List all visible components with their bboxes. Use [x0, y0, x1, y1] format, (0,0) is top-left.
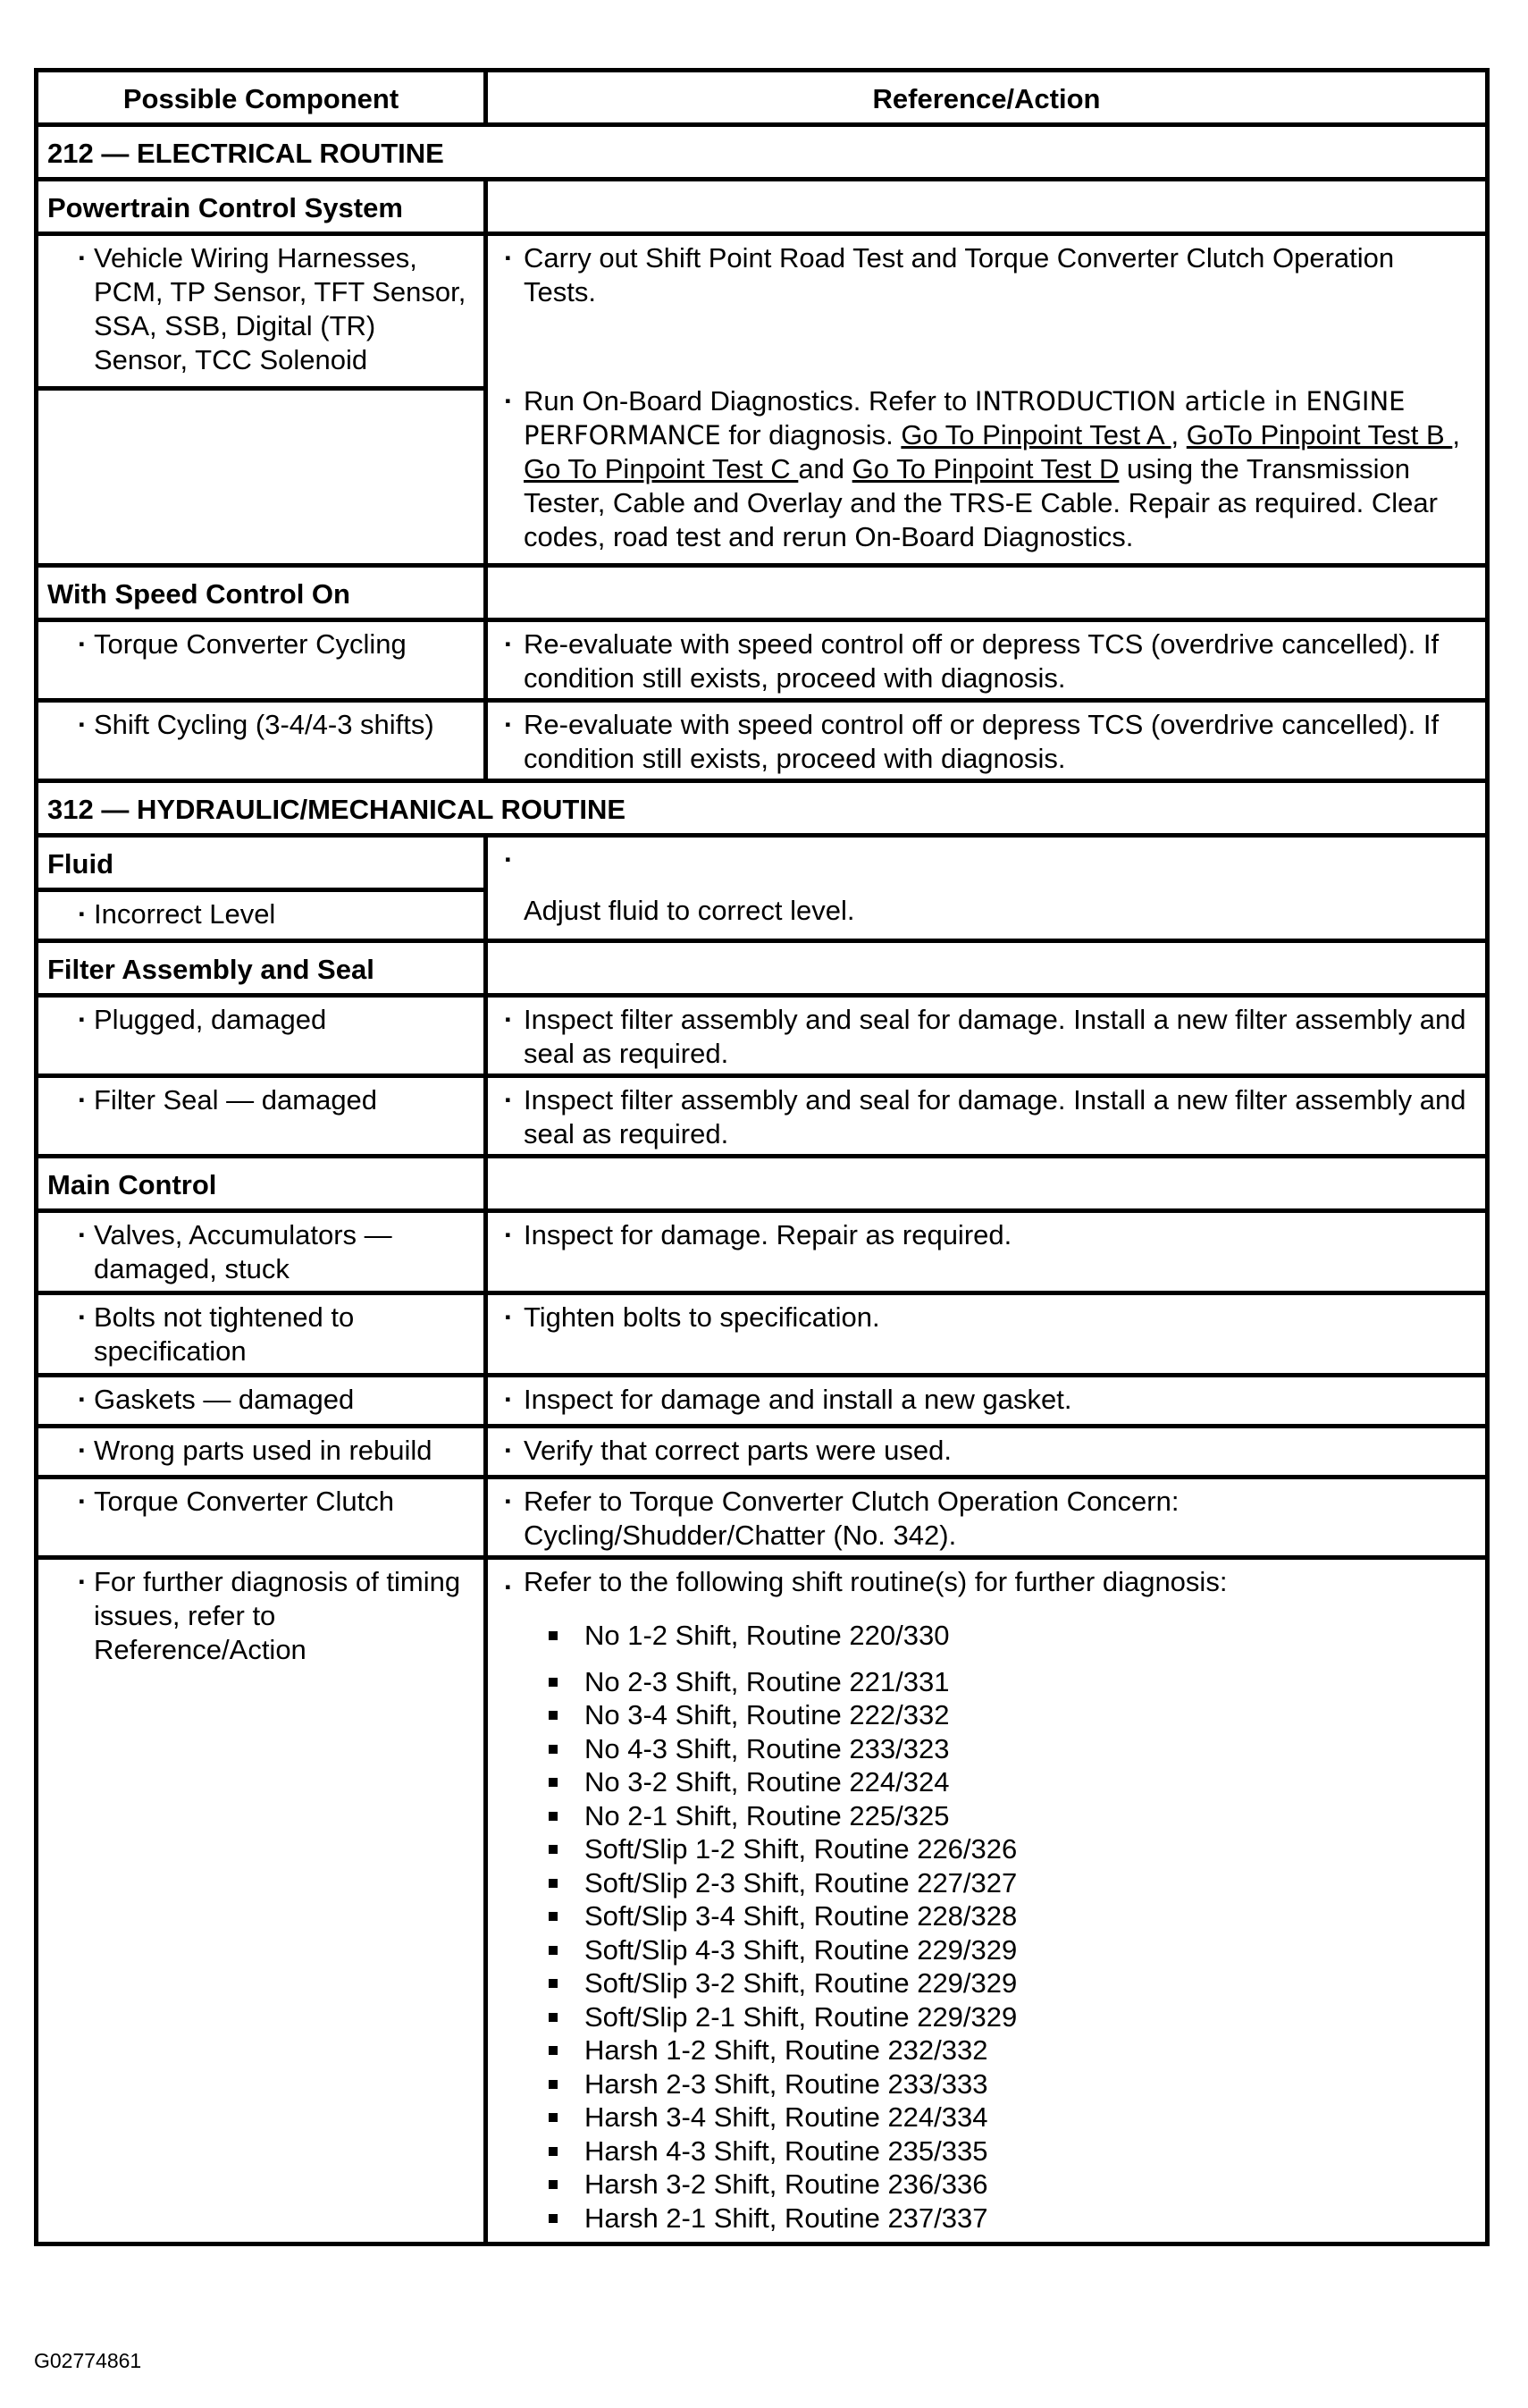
group-row [38, 939, 1485, 993]
table-row [38, 1291, 1485, 1373]
component-item: · For further diagnosis of timing issues, refer to Reference/Action [38, 1560, 488, 2242]
action-text: · Adjust fluid to correct level. [524, 895, 855, 926]
group-title-main-control: Main Control [38, 1158, 488, 1208]
list-item: Harsh 3-4 Shift, Routine 224/334 [549, 2101, 1476, 2134]
group-title-powertrain: Powertrain Control System [38, 181, 488, 232]
list-item: Soft/Slip 4-3 Shift, Routine 229/329 [549, 1933, 1476, 1967]
list-item: Harsh 3-2 Shift, Routine 236/336 [549, 2168, 1476, 2202]
diagnosis-table [34, 68, 1490, 2246]
table-row [38, 1373, 1485, 1424]
section-title-hydraulic: 312 — HYDRAULIC/MECHANICAL ROUTINE [47, 794, 626, 825]
component-item: · Filter Seal — damaged [38, 1078, 488, 1154]
component-item: · Incorrect Level [38, 888, 483, 939]
action-item: · Inspect filter assembly and seal for damage. Install a new filter assembly and seal as required. [488, 998, 1485, 1073]
list-item: Harsh 4-3 Shift, Routine 235/335 [549, 2134, 1476, 2168]
group-title-fluid: Fluid [47, 848, 114, 880]
list-item: No 4-3 Shift, Routine 233/323 [549, 1732, 1476, 1766]
component-item: · Torque Converter Cycling [38, 622, 488, 698]
group-row [38, 177, 1485, 232]
table-header-row [38, 72, 1485, 122]
table-row [38, 833, 1485, 939]
section-row [38, 779, 1485, 833]
column-header-component: Possible Component [38, 72, 488, 122]
list-item: No 1-2 Shift, Routine 220/330 [549, 1619, 1476, 1653]
component-item: · Shift Cycling (3-4/4-3 shifts) [38, 703, 488, 779]
component-item: · Gaskets — damaged [38, 1377, 488, 1424]
pinpoint-test-d-link[interactable]: Go To Pinpoint Test D [852, 453, 1120, 484]
action-text: using the Transmission Tester, Cable and Overlay and the TRS-E Cable. Repair as required. Clear codes, road test and rerun On-Board Diagnostics. [524, 453, 1438, 552]
pinpoint-test-c-link[interactable]: Go To Pinpoint Test C [524, 453, 799, 484]
action-text: Run On-Board Diagnostics. Refer to [524, 385, 975, 417]
list-item: Soft/Slip 2-3 Shift, Routine 227/327 [549, 1866, 1476, 1900]
list-item: Harsh 1-2 Shift, Routine 232/332 [549, 2033, 1476, 2067]
list-item: Harsh 2-3 Shift, Routine 233/333 [549, 2067, 1476, 2101]
empty-cell [38, 386, 483, 563]
list-item: Soft/Slip 3-2 Shift, Routine 229/329 [549, 1966, 1476, 2000]
component-item: · Plugged, damaged [38, 998, 488, 1073]
action-item: · Carry out Shift Point Road Test and Torque Converter Clutch Operation Tests. [488, 236, 1485, 379]
list-item: No 3-4 Shift, Routine 222/332 [549, 1698, 1476, 1732]
section-title-electrical: 212 — ELECTRICAL ROUTINE [47, 138, 444, 169]
action-item: · Tighten bolts to specification. [488, 1295, 1485, 1373]
section-row [38, 122, 1485, 177]
action-item: · Inspect filter assembly and seal for damage. Install a new filter assembly and seal as required. [488, 1078, 1485, 1154]
action-cell [488, 1560, 1485, 2242]
list-item: Harsh 2-1 Shift, Routine 237/337 [549, 2202, 1476, 2235]
action-item [488, 838, 1485, 939]
table-row [38, 618, 1485, 698]
pinpoint-test-a-link[interactable]: Go To Pinpoint Test A [901, 419, 1171, 450]
empty-cell [488, 1158, 1485, 1208]
action-text: INTRODUCTION [974, 386, 1177, 417]
action-item-diagnostics [488, 379, 1485, 563]
list-item: No 3-2 Shift, Routine 224/324 [549, 1765, 1476, 1799]
component-cell [38, 236, 488, 563]
table-row [38, 1208, 1485, 1291]
group-title-filter: Filter Assembly and Seal [38, 943, 488, 993]
component-item: · Wrong parts used in rebuild [38, 1428, 488, 1475]
list-item: Soft/Slip 1-2 Shift, Routine 226/326 [549, 1832, 1476, 1866]
empty-cell [488, 568, 1485, 618]
table-row [38, 1475, 1485, 1555]
group-row [38, 1154, 1485, 1208]
action-text: and [798, 453, 852, 484]
action-item: · Inspect for damage. Repair as required. [488, 1213, 1485, 1291]
column-header-action: Reference/Action [872, 83, 1101, 114]
figure-code: G02774861 [34, 2349, 142, 2372]
action-item: · Refer to Torque Converter Clutch Operation Concern: Cycling/Shudder/Chatter (No. 342). [488, 1479, 1485, 1555]
list-item: Soft/Slip 2-1 Shift, Routine 229/329 [549, 2000, 1476, 2034]
empty-cell [488, 181, 1485, 232]
list-item: No 2-3 Shift, Routine 221/331 [549, 1665, 1476, 1699]
component-item: · Vehicle Wiring Harnesses, PCM, TP Sensor, TFT Sensor, SSA, SSB, Digital (TR) Sensor, TCC Solenoid [38, 236, 483, 386]
group-row [38, 563, 1485, 618]
action-item: · Verify that correct parts were used. [488, 1428, 1485, 1475]
action-item: · Refer to the following shift routine(s) for further diagnosis: [488, 1565, 1476, 1599]
action-text: for diagnosis. [720, 419, 902, 450]
action-text: ENGINE PERFORMANCE [524, 386, 1406, 450]
action-text: , [1452, 419, 1460, 450]
action-item: · Re-evaluate with speed control off or depress TCS (overdrive cancelled). If condition still exists, proceed with diagnosis. [488, 703, 1485, 779]
list-item: Soft/Slip 3-4 Shift, Routine 228/328 [549, 1899, 1476, 1933]
table-row [38, 698, 1485, 779]
empty-cell [488, 943, 1485, 993]
component-item: · Bolts not tightened to specification [38, 1295, 488, 1373]
table-row [38, 1073, 1485, 1154]
component-item: · Valves, Accumulators — damaged, stuck [38, 1213, 488, 1291]
action-cell [488, 236, 1485, 563]
action-item: · Inspect for damage and install a new gasket. [488, 1377, 1485, 1424]
component-item: · Torque Converter Clutch [38, 1479, 488, 1555]
table-row [38, 232, 1485, 563]
table-row [38, 993, 1485, 1073]
action-item: · Re-evaluate with speed control off or depress TCS (overdrive cancelled). If condition still exists, proceed with diagnosis. [488, 622, 1485, 698]
action-text: article in [1176, 386, 1306, 417]
action-text: , [1171, 419, 1187, 450]
routine-list [488, 1619, 1476, 2235]
group-title-speed-control: With Speed Control On [38, 568, 488, 618]
table-row [38, 1555, 1485, 2242]
list-item: No 2-1 Shift, Routine 225/325 [549, 1799, 1476, 1833]
table-row [38, 1424, 1485, 1475]
component-cell [38, 838, 488, 939]
pinpoint-test-b-link[interactable]: GoTo Pinpoint Test B [1186, 419, 1453, 450]
